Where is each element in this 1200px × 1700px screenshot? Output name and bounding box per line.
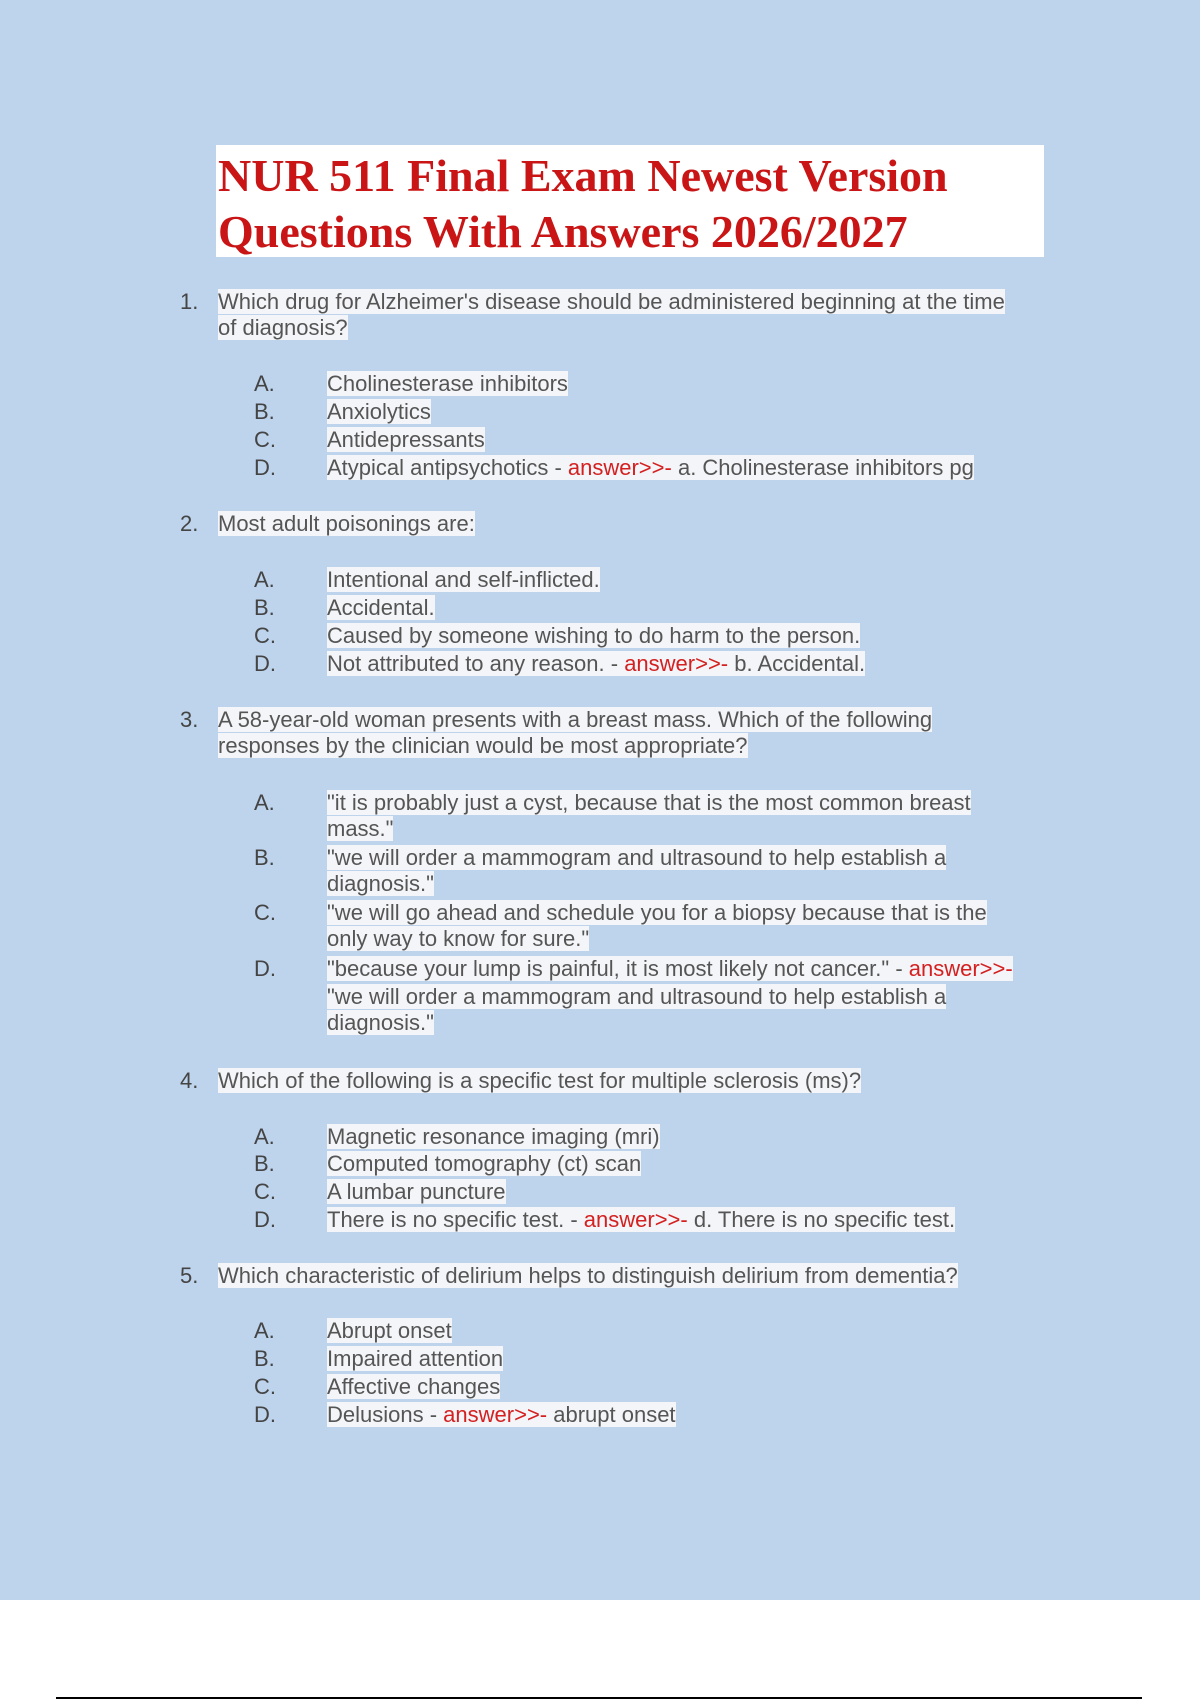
answer-marker: answer>>- bbox=[567, 455, 672, 480]
option-text: Not attributed to any reason. bbox=[327, 651, 605, 676]
option-letter: C. bbox=[254, 1179, 276, 1204]
option-text: mass." bbox=[327, 816, 394, 841]
option-letter: A. bbox=[254, 1124, 275, 1149]
page-title-line-1: NUR 511 Final Exam Newest Version bbox=[218, 150, 948, 201]
footer-divider bbox=[56, 1697, 1142, 1699]
option-text: Delusions bbox=[327, 1402, 424, 1427]
option-text: Computed tomography (ct) scan bbox=[327, 1151, 642, 1176]
option-text: "it is probably just a cyst, because that is the most common breast bbox=[327, 790, 971, 815]
option-letter: D. bbox=[254, 1207, 276, 1232]
answer-text: b. Accidental. bbox=[728, 651, 866, 676]
option-letter: D. bbox=[254, 956, 276, 981]
question-number: 5. bbox=[180, 1263, 199, 1288]
answer-separator: - bbox=[604, 651, 625, 676]
option-text: Intentional and self-inflicted. bbox=[327, 567, 600, 592]
option-text: Antidepressants bbox=[327, 427, 485, 452]
option-letter: C. bbox=[254, 623, 276, 648]
answer-separator: - bbox=[889, 956, 909, 981]
option-text: Magnetic resonance imaging (mri) bbox=[327, 1124, 660, 1149]
option-letter: C. bbox=[254, 900, 276, 925]
answer-line bbox=[327, 1402, 676, 1427]
question-number: 4. bbox=[180, 1068, 199, 1093]
option-letter: C. bbox=[254, 1374, 276, 1399]
answer-text: diagnosis." bbox=[327, 1010, 434, 1035]
question-number: 1. bbox=[180, 289, 199, 314]
option-text: Accidental. bbox=[327, 595, 435, 620]
question-text: Which characteristic of delirium helps to distinguish delirium from dementia? bbox=[218, 1263, 958, 1288]
option-text: "we will order a mammogram and ultrasound to help establish a bbox=[327, 845, 947, 870]
answer-marker: answer>>- bbox=[624, 651, 729, 676]
option-letter: A. bbox=[254, 567, 275, 592]
question-number: 2. bbox=[180, 511, 199, 536]
page-title-line-2: Questions With Answers 2026/2027 bbox=[218, 206, 908, 257]
option-letter: A. bbox=[254, 1318, 275, 1343]
option-letter: C. bbox=[254, 427, 276, 452]
option-text: diagnosis." bbox=[327, 871, 434, 896]
option-text: only way to know for sure." bbox=[327, 926, 590, 951]
option-letter: B. bbox=[254, 595, 275, 620]
answer-text: d. There is no specific test. bbox=[687, 1207, 956, 1232]
question-text: A 58-year-old woman presents with a breast mass. Which of the following bbox=[218, 707, 933, 732]
option-letter: D. bbox=[254, 651, 276, 676]
answer-text: a. Cholinesterase inhibitors pg bbox=[671, 455, 974, 480]
question-text: Which drug for Alzheimer's disease should be administered beginning at the time bbox=[218, 289, 1005, 314]
option-letter: D. bbox=[254, 455, 276, 480]
answer-line bbox=[327, 455, 974, 480]
answer-separator: - bbox=[548, 455, 568, 480]
option-text: "because your lump is painful, it is most likely not cancer." bbox=[327, 956, 890, 981]
answer-line bbox=[327, 956, 1013, 981]
option-letter: A. bbox=[254, 790, 275, 815]
option-text: Atypical antipsychotics bbox=[327, 455, 549, 480]
answer-separator: - bbox=[423, 1402, 444, 1427]
answer-line bbox=[327, 651, 865, 676]
question-text: Which of the following is a specific test for multiple sclerosis (ms)? bbox=[218, 1068, 862, 1093]
question-text: Most adult poisonings are: bbox=[218, 511, 475, 536]
option-letter: B. bbox=[254, 845, 275, 870]
answer-text: "we will order a mammogram and ultrasound to help establish a bbox=[327, 984, 947, 1009]
option-text: Caused by someone wishing to do harm to the person. bbox=[327, 623, 861, 648]
question-number: 3. bbox=[180, 707, 199, 732]
option-text: "we will go ahead and schedule you for a biopsy because that is the bbox=[327, 900, 987, 925]
option-letter: D. bbox=[254, 1402, 276, 1427]
answer-separator: - bbox=[564, 1207, 584, 1232]
answer-text: abrupt onset bbox=[547, 1402, 676, 1427]
option-text: Impaired attention bbox=[327, 1346, 504, 1371]
option-letter: B. bbox=[254, 399, 275, 424]
option-text: Affective changes bbox=[327, 1374, 501, 1399]
answer-marker: answer>>- bbox=[908, 956, 1013, 981]
option-letter: B. bbox=[254, 1151, 275, 1176]
answer-marker: answer>>- bbox=[583, 1207, 688, 1232]
question-text: of diagnosis? bbox=[218, 315, 348, 340]
option-letter: A. bbox=[254, 371, 275, 396]
option-letter: B. bbox=[254, 1346, 275, 1371]
option-text: Abrupt onset bbox=[327, 1318, 452, 1343]
option-text: A lumbar puncture bbox=[327, 1179, 506, 1204]
answer-marker: answer>>- bbox=[443, 1402, 548, 1427]
option-text: Anxiolytics bbox=[327, 399, 431, 424]
option-text: Cholinesterase inhibitors bbox=[327, 371, 568, 396]
question-text: responses by the clinician would be most appropriate? bbox=[218, 733, 748, 758]
option-text: There is no specific test. bbox=[327, 1207, 565, 1232]
answer-line bbox=[327, 1207, 955, 1232]
